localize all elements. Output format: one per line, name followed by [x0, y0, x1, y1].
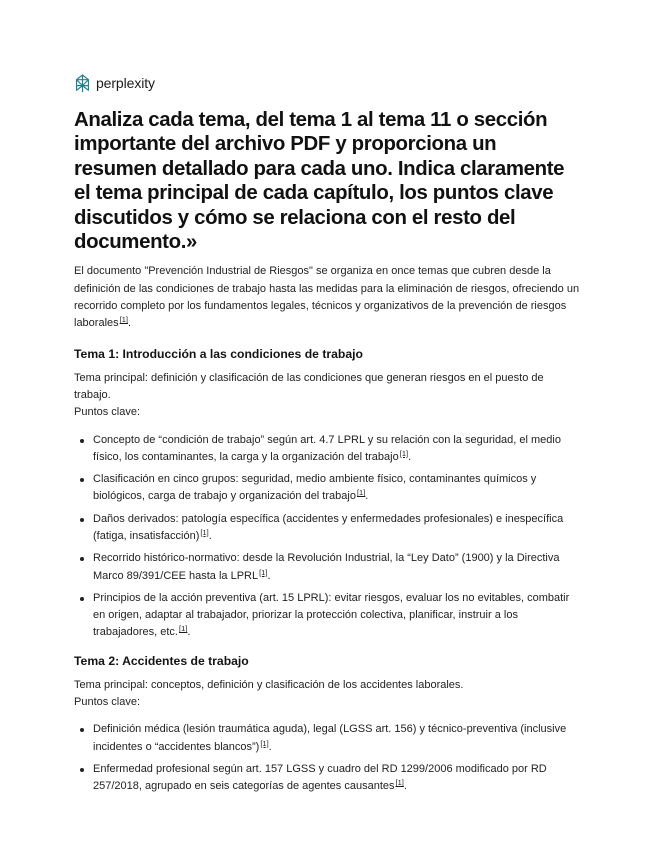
list-item-text: Concepto de “condición de trabajo” según art. 4.7 LPRL y su relación con la seguridad, el medio físico, los contaminantes, la carga y la organización del trabajo: [93, 433, 561, 463]
section-heading: Tema 2: Accidentes de trabajo: [74, 653, 249, 668]
section-main-topic: Tema principal: definición y clasificación de las condiciones que generan riesgos en el puesto de trabajo.: [74, 371, 544, 401]
citation-link[interactable]: [1]: [200, 528, 209, 537]
citation-link[interactable]: [1]: [119, 315, 128, 325]
list-item: Enfermedad profesional según art. 157 LGSS y cuadro del RD 1299/2006 modificado por RD 257/2018, agrupado en seis categorías de agentes causantes[1].: [93, 761, 581, 796]
list-item-text: Enfermedad profesional según art. 157 LGSS y cuadro del RD 1299/2006 modificado por RD 257/2018, agrupado en seis categorías de agentes causantes: [93, 762, 547, 793]
citation-link[interactable]: [1]: [395, 778, 404, 788]
list-item: Definición médica (lesión traumática aguda), legal (LGSS art. 156) y técnico-preventiva (inclusive incidentes o “accidentes blancos”)[1].: [93, 721, 581, 756]
points-list: [74, 432, 581, 642]
citation-link[interactable]: [1]: [260, 738, 269, 748]
list-item-text: Principios de la acción preventiva (art. 15 LPRL): evitar riesgos, evaluar los no evitables, combatir en origen, adaptar al trabajador, priorizar la protección colectiva, planificar, instruir a los trabajadores, etc.: [93, 591, 570, 639]
list-item: Concepto de “condición de trabajo” según art. 4.7 LPRL y su relación con la seguridad, el medio físico, los contaminantes, la carga y la organización del trabajo[1].: [93, 432, 581, 467]
intro-text: El documento "Prevención Industrial de Riesgos" se organiza en once temas que cubren desde la definición de las condiciones de trabajo hasta las medidas para la eliminación de riesgos, ofreciendo un recorrido completo por los fundamentos legales, técnicos y organizativos de la prevención de riesgos laborales: [74, 265, 580, 330]
list-item-text: Daños derivados: patología específica (accidentes y enfermedades profesionales) e inespecífica (fatiga, insatisfacción): [93, 512, 564, 542]
section-main-topic: Tema principal: conceptos, definición y clasificación de los accidentes laborales.: [74, 678, 464, 691]
list-item-text: Recorrido histórico-normativo: desde la Revolución Industrial, la “Ley Dato” (1900) y la Directiva Marco 89/391/CEE hasta la LPRL: [93, 552, 560, 582]
list-item: Daños derivados: patología específica (accidentes y enfermedades profesionales) e inespecífica (fatiga, insatisfacción)[1].: [93, 511, 581, 546]
perplexity-icon: [74, 74, 91, 93]
question-title: Analiza cada tema, del tema 1 al tema 11 o sección importante del archivo PDF y proporciona un resumen detallado para cada uno. Indica claramente el tema principal de cada capítulo, los puntos clave discutidos y cómo se relaciona con el resto del documento.»: [74, 109, 565, 254]
intro-paragraph: El documento "Prevención Industrial de Riesgos" se organiza en once temas que cubren desde la definición de las condiciones de trabajo hasta las medidas para la eliminación de riesgos, ofreciendo un recorrido completo por los fundamentos legales, técnicos y organizativos de la prevención de riesgos laborales[1].: [74, 265, 580, 330]
citation-link[interactable]: [1]: [179, 624, 188, 634]
citation-link[interactable]: [1]: [259, 567, 268, 577]
list-item-text: Clasificación en cinco grupos: seguridad, medio ambiente físico, contaminantes químicos y biológicos, carga de trabajo y organización del trabajo: [93, 473, 537, 503]
list-item-text: Definición médica (lesión traumática aguda), legal (LGSS art. 156) y técnico-preventiva (inclusive incidentes o “accidentes blancos”): [93, 723, 567, 753]
list-item: Principios de la acción preventiva (art. 15 LPRL): evitar riesgos, evaluar los no evitables, combatir en origen, adaptar al trabajador, priorizar la protección colectiva, planificar, instruir a los trabajadores, etc.[1].: [93, 590, 581, 642]
list-item: Recorrido histórico-normativo: desde la Revolución Industrial, la “Ley Dato” (1900) y la Directiva Marco 89/391/CEE hasta la LPRL[1].: [93, 550, 581, 585]
citation-link[interactable]: [1]: [356, 488, 366, 498]
section-heading: Tema 1: Introducción a las condiciones de trabajo: [74, 346, 363, 361]
points-label: Puntos clave:: [74, 696, 141, 709]
brand-logo: [74, 72, 581, 94]
points-label: Puntos clave:: [74, 406, 141, 419]
list-item: Clasificación en cinco grupos: seguridad, medio ambiente físico, contaminantes químicos y biológicos, carga de trabajo y organización del trabajo[1].: [93, 471, 581, 506]
brand-name: perplexity: [96, 75, 155, 91]
points-list: [74, 721, 581, 795]
citation-link[interactable]: [1]: [399, 448, 409, 458]
